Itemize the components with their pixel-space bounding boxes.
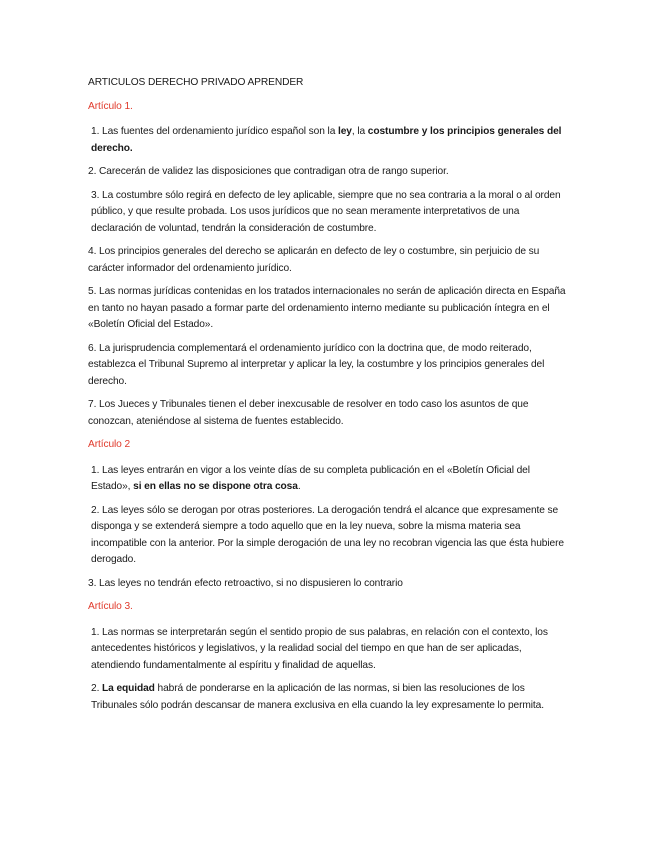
text-run: habrá de ponderarse en la aplicación de las normas, si bien las resoluciones de los Tribunales sólo podrán descansar de manera exclusiva en ella cuando la ley expresamente lo permita. — [91, 683, 544, 711]
document-title: ARTICULOS DERECHO PRIVADO APRENDER — [88, 77, 304, 88]
article-1-paragraph-2: 2. Carecerán de validez las disposiciones que contradigan otra de rango superior. — [88, 166, 449, 177]
document-page — [88, 75, 566, 721]
article-1-paragraph-7: 7. Los Jueces y Tribunales tienen el deber inexcusable de resolver en todo caso los asuntos de que conozcan, ateniéndose al sistema de fuentes establecido. — [88, 399, 529, 427]
article-2-paragraph-2: 2. Las leyes sólo se derogan por otras posteriores. La derogación tendrá el alcance que expresamente se disponga y se extenderá siempre a todo aquello que en la ley nueva, sobre la misma materia sea incompatible con la anterior. Por la simple derogación de una ley no recobran vigencia las que ésta hubiere derogado. — [91, 504, 564, 565]
article-2-heading: Artículo 2 — [88, 439, 131, 450]
article-3-heading: Artículo 3. — [88, 601, 133, 612]
bold-run: La equidad — [102, 683, 155, 694]
text-run: 1. Las fuentes del ordenamiento jurídico español son la — [91, 126, 338, 137]
article-2-paragraph-3: 3. Las leyes no tendrán efecto retroactivo, si no dispusieren lo contrario — [88, 577, 403, 589]
article-2-paragraph-1 — [88, 463, 566, 496]
article-3-paragraph-2 — [88, 681, 566, 714]
article-1-paragraph-6: 6. La jurisprudencia complementará el ordenamiento jurídico con la doctrina que, de modo reiterado, establezca el Tribunal Supremo al interpretar y aplicar la ley, la costumbre y los principios generales del derecho. — [88, 342, 545, 387]
article-1-paragraph-1 — [88, 124, 566, 157]
article-1-heading: Artículo 1. — [88, 100, 133, 112]
text-run: 1. Las leyes entrarán en vigor a los veinte días de su completa publicación en el «Boletín Oficial del Estado», — [91, 464, 530, 492]
article-1-paragraph-3: 3. La costumbre sólo regirá en defecto de ley aplicable, siempre que no sea contraria a la moral o al orden público, y que resulte probada. Los usos jurídicos que no sean meramente interpretativos de una declaración de voluntad, tendrán la consideración de costumbre. — [91, 189, 561, 234]
text-run: . — [297, 481, 301, 492]
article-1-paragraph-4: 4. Los principios generales del derecho se aplicarán en defecto de ley o costumbre, sin perjuicio de su carácter informador del ordenamiento jurídico. — [88, 246, 540, 274]
article-1-paragraph-5: 5. Las normas jurídicas contenidas en los tratados internacionales no serán de aplicación directa en España en tanto no hayan pasado a formar parte del ordenamiento interno mediante su publicación íntegra en el «Boletín Oficial del Estado». — [88, 286, 566, 330]
text-run: 2. — [91, 683, 103, 694]
bold-run: costumbre y los principios generales del derecho. — [91, 126, 562, 154]
text-run: , la — [351, 126, 368, 137]
article-3-paragraph-1: 1. Las normas se interpretarán según el sentido propio de sus palabras, en relación con el contexto, los antecedentes históricos y legislativos, y la realidad social del tiempo en que han de ser aplicadas, atendiendo fundamentalmente al espíritu y finalidad de aquellas. — [91, 626, 548, 671]
bold-run: si en ellas no se dispone otra cosa — [133, 481, 298, 492]
bold-run: ley — [338, 126, 352, 137]
